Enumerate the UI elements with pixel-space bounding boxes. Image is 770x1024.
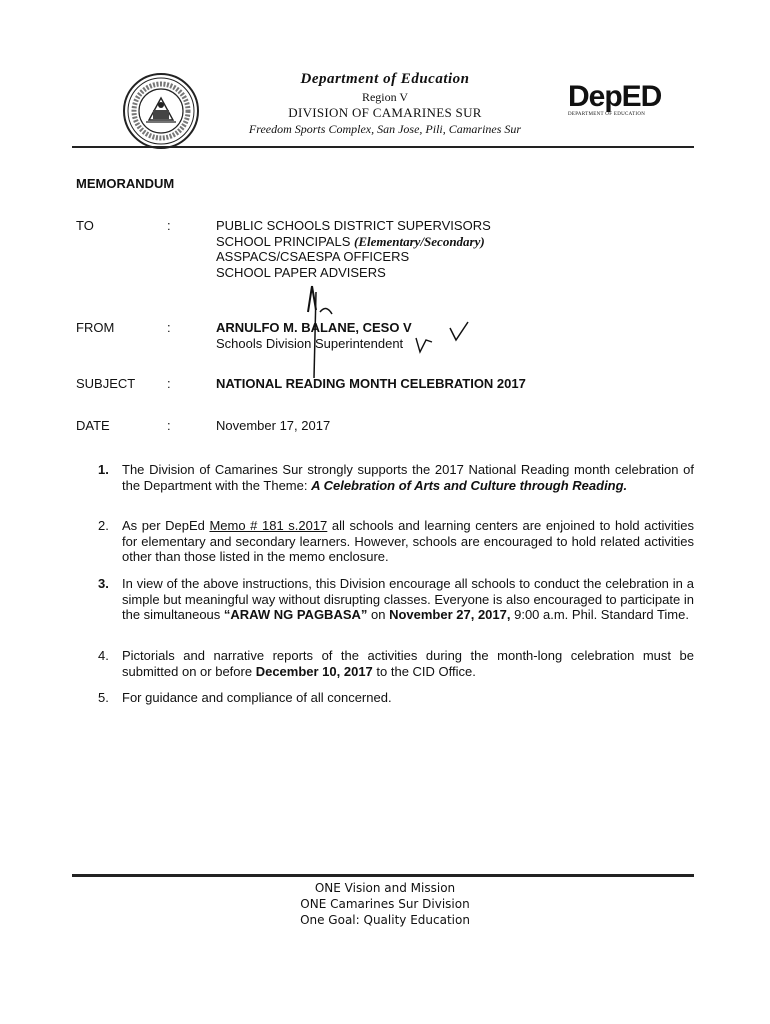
paragraph-1 (98, 462, 694, 493)
recipient-line: SCHOOL PAPER ADVISERS (216, 264, 386, 280)
footer-line-3: One Goal: Quality Education (300, 913, 470, 927)
paragraph-number: 3. (98, 576, 109, 591)
date-label: DATE (76, 418, 110, 433)
from-label: FROM (76, 320, 115, 335)
sender-title: Schools Division Superintendent (216, 335, 404, 351)
paragraph-run: to the CID Office. (372, 663, 476, 679)
from-colon: : (167, 320, 171, 335)
recipient-line: PUBLIC SCHOOLS DISTRICT SUPERVISORS (216, 218, 491, 233)
paragraph-run: all schools and learning centers are enjoined to hold activities for elementary and secondary learners. However, schools are encouraged to hold related activities other than those listed in the memo enclosure. (122, 518, 695, 564)
paragraph-text (122, 648, 694, 679)
deped-seal-icon (122, 72, 200, 150)
to-recipients (216, 218, 491, 280)
recipient-line: ASSPACS/CSAESPA OFFICERS (216, 249, 410, 264)
paragraph-run: on (367, 607, 390, 622)
recipient-text: SCHOOL PRINCIPALS (216, 233, 351, 249)
paragraph-text (122, 518, 694, 565)
department-title: Department of Education (300, 71, 470, 87)
deped-logo (568, 82, 668, 122)
deadline-date: December 10, 2017 (255, 663, 373, 679)
footer-divider (72, 874, 694, 877)
sender-name: ARNULFO M. BALANE, CESO V (216, 320, 412, 335)
paragraph-run: The Division of Camarines Sur strongly supports the 2017 National Reading month celebration of the Department with the Theme: (122, 462, 694, 493)
paragraph-5 (98, 690, 694, 706)
division-label: DIVISION OF CAMARINES SUR (288, 105, 482, 120)
deped-logo-subtitle: DEPARTMENT OF EDUCATION (568, 112, 646, 117)
subject-label: SUBJECT (76, 376, 136, 391)
footer-line-1: ONE Vision and Mission (314, 881, 456, 895)
date-colon: : (167, 418, 171, 433)
principals-note: (Elementary/Secondary) (354, 233, 485, 249)
paragraph-text: For guidance and compliance of all concerned. (122, 690, 392, 705)
paragraph-text (122, 576, 694, 623)
memo-reference: Memo # 181 s.2017 (209, 518, 328, 533)
subject-text: NATIONAL READING MONTH CELEBRATION 2017 (216, 376, 526, 391)
paragraph-run: As per DepEd (122, 518, 210, 533)
date-text: November 17, 2017 (216, 418, 331, 433)
recipient-line (216, 234, 491, 250)
event-name: “ARAW NG PAGBASA” (223, 607, 368, 622)
event-date: November 27, 2017, (389, 607, 511, 622)
paragraph-text (122, 462, 694, 493)
footer-motto (230, 880, 540, 928)
memo-title: MEMORANDUM (76, 176, 175, 191)
paragraph-number: 4. (98, 648, 109, 663)
footer-line-2: ONE Camarines Sur Division (300, 897, 470, 911)
theme-text: A Celebration of Arts and Culture through Reading. (311, 477, 628, 493)
paragraph-2 (98, 518, 694, 565)
office-address: Freedom Sports Complex, San Jose, Pili, Camarines Sur (248, 122, 522, 136)
paragraph-run: In view of the above instructions, this Division encourage all schools to conduct the celebration in a simple but meaningful way without disrupting classes. Everyone is also encouraged to participate in the simultaneous (122, 576, 694, 622)
paragraph-run: 9:00 a.m. Phil. Standard Time. (510, 607, 689, 622)
paragraph-number: 5. (98, 690, 109, 705)
paragraph-3 (98, 576, 694, 623)
paragraph-number: 1. (98, 462, 109, 477)
to-colon: : (167, 218, 171, 233)
deped-logo-word: DepED (568, 80, 662, 113)
header-divider (72, 146, 694, 148)
to-label: TO (76, 218, 94, 233)
from-sender (216, 320, 412, 351)
region-label: Region V (361, 90, 409, 104)
paragraph-run: Pictorials and narrative reports of the activities during the month-long celebration must be submitted on or before (122, 648, 694, 679)
paragraph-4 (98, 648, 694, 679)
letterhead (220, 70, 550, 137)
paragraph-number: 2. (98, 518, 109, 533)
subject-colon: : (167, 376, 171, 391)
